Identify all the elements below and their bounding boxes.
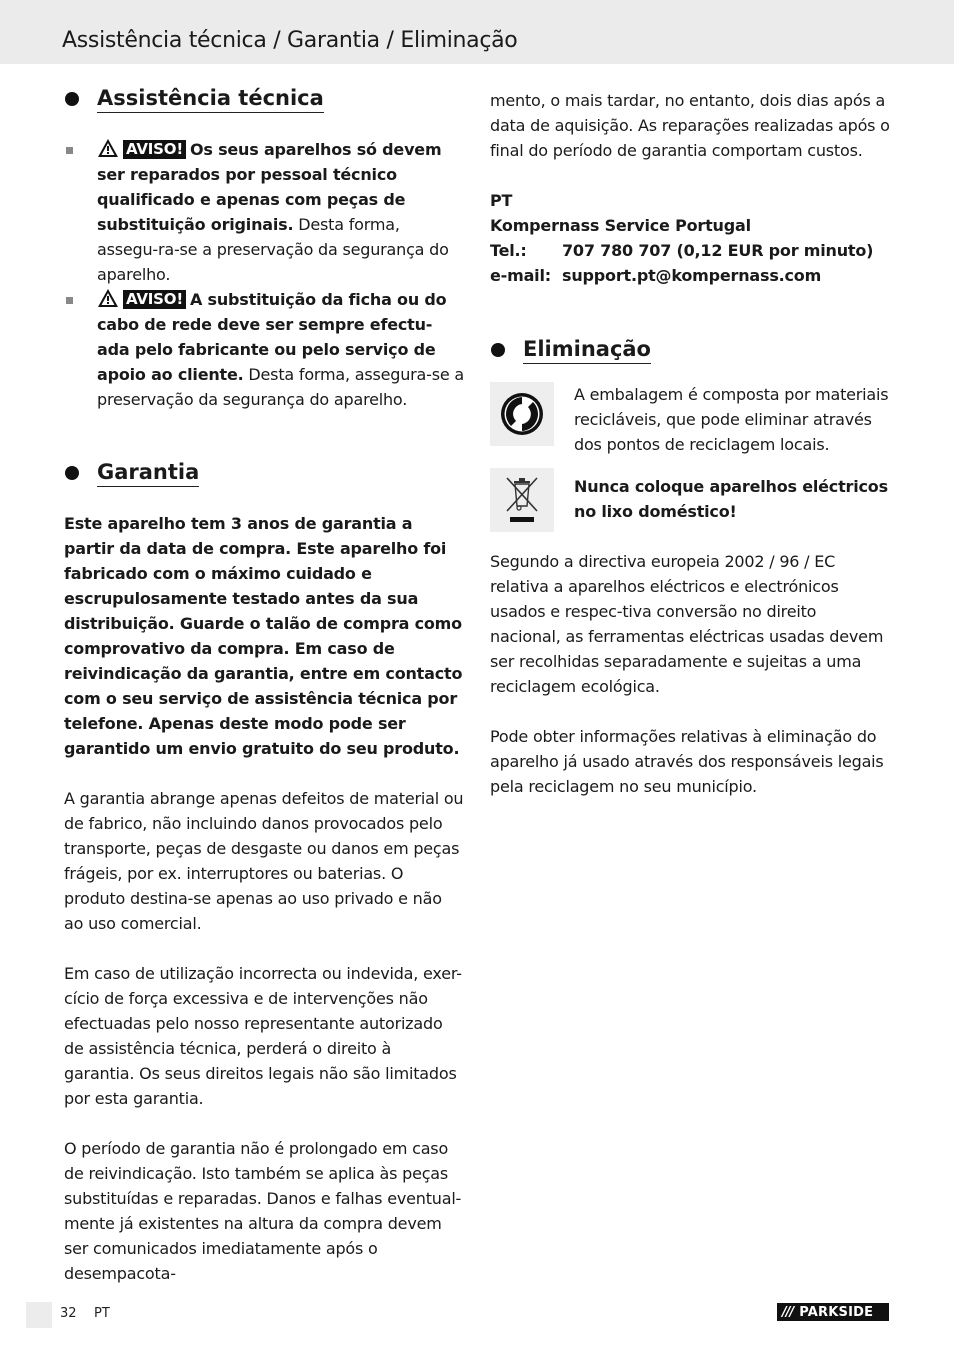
- footer-page-box: [26, 1302, 52, 1328]
- warning-triangle-icon: [97, 138, 119, 158]
- warranty-paragraph: O período de garantia não é prolongado em caso de reivindicação. Isto também se aplica às peças substituídas e reparadas. Danos e falhas eventual-mente já existentes na altura da compra devem ser comunicados imediatamente após o desempacota-: [64, 1139, 462, 1283]
- packaging-row: [490, 382, 890, 457]
- crossed-out-bin-icon: [490, 468, 554, 532]
- warranty-paragraph-continued: mento, o mais tardar, no entanto, dois dias após a data de aquisição. As reparações realizadas após o final do período de garantia comportam custos.: [490, 91, 890, 160]
- disposal-paragraph: Segundo a directiva europeia 2002 / 96 / EC relativa a aparelhos eléctricos e electrónicos usados e respec-tiva conversão no direito nacional, as ferramentas eléctricas usadas devem ser recolhidas separadamente e sujeitas a uma reciclagem ecológica.: [490, 552, 884, 696]
- heading-bullet-icon: [65, 466, 79, 480]
- weee-warning-text: Nunca coloque aparelhos eléctricos no lixo doméstico!: [574, 477, 888, 521]
- warning-badge: AVISO!: [123, 290, 186, 309]
- contact-block: [490, 188, 890, 288]
- contact-phone: Tel.: 707 780 707 (0,12 EUR por minuto): [490, 241, 874, 260]
- warranty-paragraph: Em caso de utilização incorrecta ou indevida, exer-cício de força excessiva e de intervenções não efectuadas pelo nosso representante autorizado de assistência técnica, perderá o direito à garantia. Os seus direitos legais não são limitados por esta garantia.: [64, 964, 462, 1108]
- left-column: [64, 84, 464, 1286]
- square-bullet-icon: [66, 147, 73, 154]
- warranty-paragraph: A garantia abrange apenas defeitos de material ou de fabrico, não incluindo danos provocados pelo transporte, peças de desgaste ou danos em peças frágeis, por ex. interruptores ou baterias. O produto destina-se apenas ao uso privado e não ao uso comercial.: [64, 789, 464, 933]
- warning-triangle-icon: [97, 288, 119, 308]
- brand-logo: /// PARKSIDE: [777, 1303, 889, 1321]
- weee-row: [490, 468, 890, 532]
- heading-bullet-icon: [65, 92, 79, 106]
- page-title: Assistência técnica / Garantia / Eliminação: [62, 28, 518, 53]
- green-dot-recycling-icon: [490, 382, 554, 446]
- warning-item: AVISO! Os seus aparelhos só devem ser reparados por pessoal técnico qualificado e apenas com peças de substituição originais. Desta forma, assegu-ra-se a preservação da segurança do aparelho.: [64, 137, 464, 287]
- disposal-paragraph: Pode obter informações relativas à eliminação do aparelho já usado através dos responsáveis legais pela reciclagem no seu município.: [490, 727, 884, 796]
- warning-badge: AVISO!: [123, 140, 186, 159]
- packaging-text: A embalagem é composta por materiais recicláveis, que pode eliminar através dos pontos de reciclagem locais.: [574, 385, 889, 454]
- contact-email: e-mail: support.pt@kompernass.com: [490, 266, 822, 285]
- section-heading-disposal: Eliminação: [490, 335, 890, 365]
- square-bullet-icon: [66, 297, 73, 304]
- contact-company: Kompernass Service Portugal: [490, 216, 751, 235]
- warning-item: AVISO! A substituição da ficha ou do cabo de rede deve ser sempre efectu-ada pelo fabricante ou pelo serviço de apoio ao cliente. Desta forma, assegura-se a preservação da segurança do aparelho.: [64, 287, 464, 412]
- right-column: [490, 88, 890, 799]
- section-heading-warranty: Garantia: [64, 458, 464, 488]
- language-code: PT: [94, 1306, 110, 1321]
- heading-bullet-icon: [491, 343, 505, 357]
- section-heading-service: Assistência técnica: [64, 84, 464, 114]
- warranty-intro: Este aparelho tem 3 anos de garantia a partir da data de compra. Este aparelho foi fabricado com o máximo cuidado e escrupulosamente testado antes da sua distribuição. Guarde o talão de compra como comprovativo da compra. Em caso de reivindicação da garantia, entre em contacto com o seu serviço de assistência técnica por telefone. Apenas deste modo pode ser garantido um envio gratuito do seu produto.: [64, 514, 463, 758]
- contact-country: PT: [490, 191, 513, 210]
- page-number: 32: [60, 1306, 77, 1321]
